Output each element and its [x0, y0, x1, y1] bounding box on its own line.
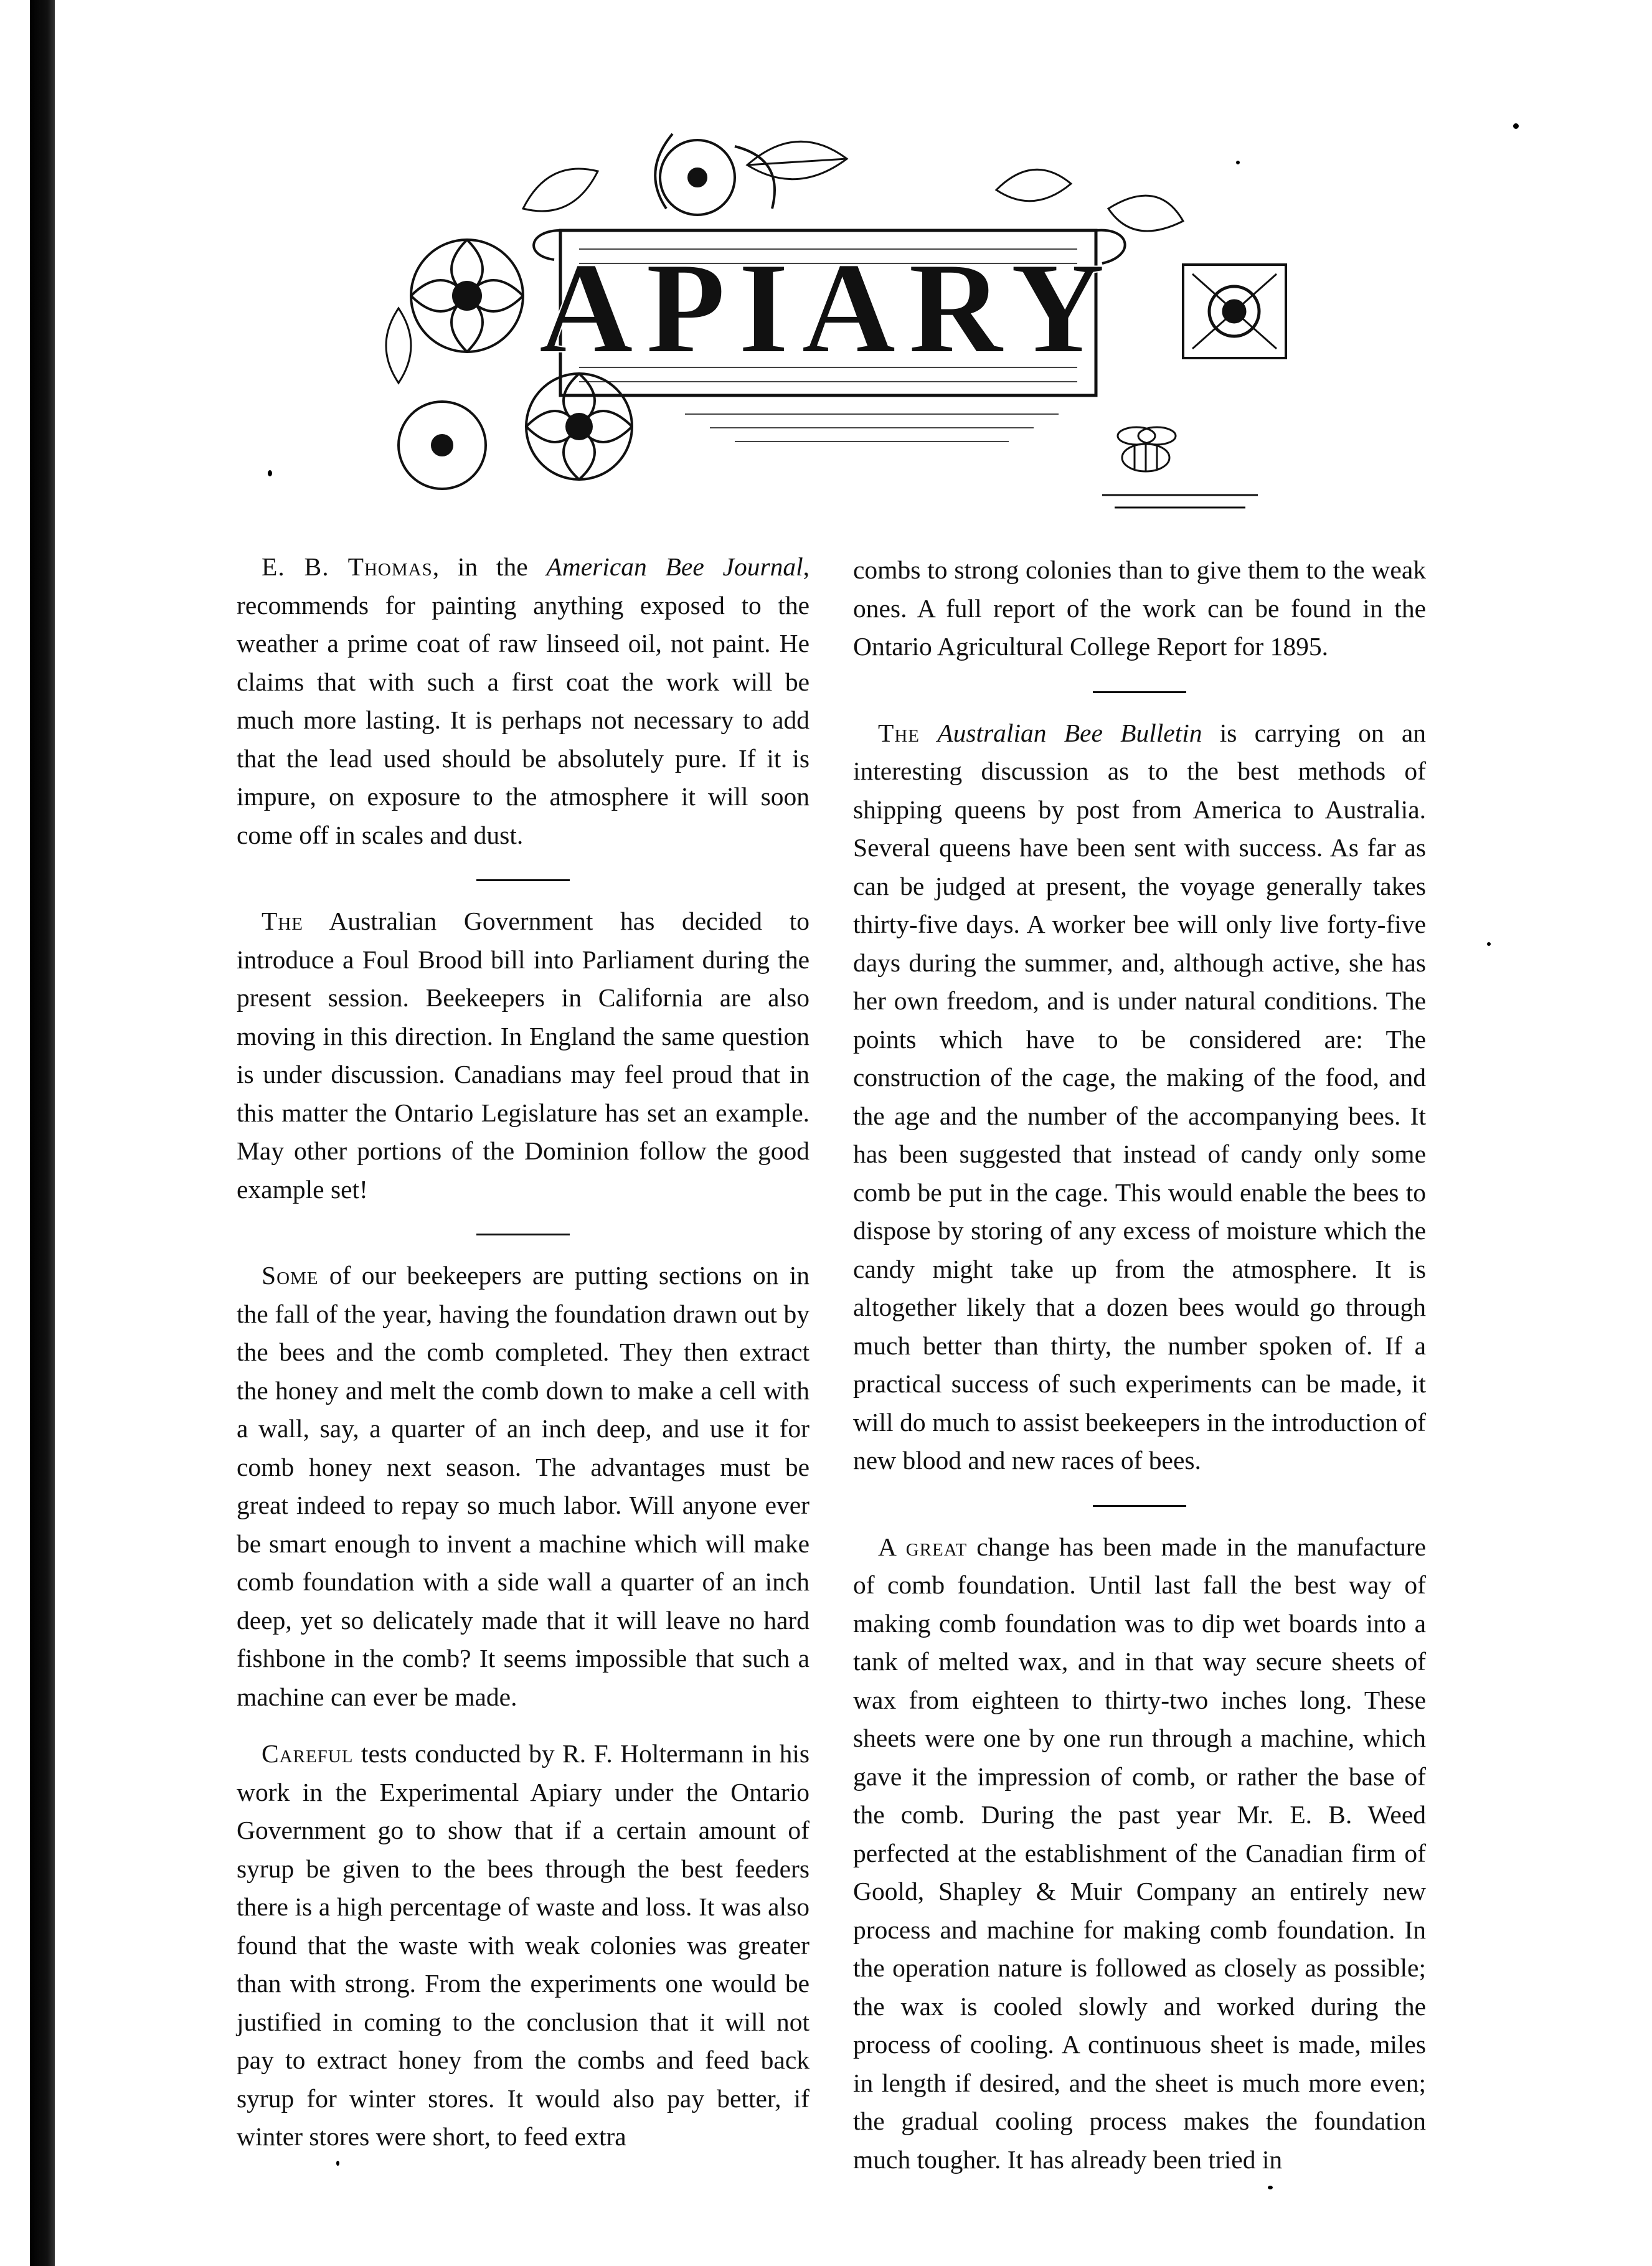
speck	[336, 2161, 339, 2166]
paragraph-sections	[237, 1257, 809, 1716]
paragraph-foul-brood	[237, 902, 809, 1209]
section-separator	[1093, 691, 1186, 693]
speck	[1487, 942, 1491, 946]
right-column	[853, 551, 1426, 2179]
paragraph-comb-foundation	[853, 1528, 1426, 2179]
lead-in: Careful	[262, 1739, 354, 1768]
section-separator	[476, 1234, 570, 1235]
paragraph-tests	[237, 1735, 809, 2156]
lead-in: Some	[262, 1261, 319, 1290]
paragraph-text: , recommends for painting anything exposed to the weather a prime coat of raw linseed oil, not paint. He claims that with such a first coat the work will be much more lasting. It is perhaps not necessary to add that the lead used should be absolutely pure. If it is impure, on exposure to the atmosphere it will soon come off in scales and dust.	[237, 552, 809, 849]
left-column	[237, 548, 809, 2156]
page-spine-edge	[30, 0, 55, 2266]
source-title: Australian Bee Bulletin	[937, 718, 1202, 747]
paragraph-text: is carrying on an interesting discussion as to the best methods of shipping queens by post from America to Australia. Several queens have been sent with success. As far as can be judged at present, the voyage generally takes thirty-five days. A worker bee will only live forty-five days during the summer, and, although active, she has her own freedom, and is under natural conditions. The points which have to be considered are: The construction of the cage, the making of the food, and the age and the number of the accompanying bees. It has been suggested that instead of candy only some comb be put in the cage. This would enable the bees to dispose by storing of any excess of moisture which the candy might take up from the atmosphere. It is altogether likely that a dozen bees would go through much better than thirty, the number spoken of. If a practical success of such experiments can be made, it will do much to assist beekeepers in the introduction of new blood and new races of bees.	[853, 718, 1427, 1475]
paragraph-text: tests conducted by R. F. Holtermann in his work in the Experimental Apiary under the Ontario Government go to show that if a certain amount of syrup be given to the bees through the best feeders there is a high percentage of waste and loss. It was also found that the waste with weak colonies was greater than with strong. From the experiments one would be justified in coming to the conclusion that it will not pay to extract honey from the combs and feed back syrup for winter stores. It would also pay better, if winter stores were short, to feed extra	[237, 1739, 809, 2151]
header-title: APIARY	[539, 236, 1118, 380]
lead-in: E. B. Thomas	[262, 552, 433, 581]
paragraph-australian-bulletin	[853, 714, 1426, 1480]
speck	[268, 470, 272, 476]
section-separator	[1093, 1505, 1186, 1507]
paragraph-continuation: combs to strong colonies than to give them to the weak ones. A full report of the work can be found in the Ontario Agricultural College Report for 1895.	[853, 555, 1426, 661]
paragraph-thomas	[237, 548, 809, 854]
speck	[1268, 2186, 1273, 2189]
source-title: American Bee Journal	[546, 552, 803, 581]
paragraph-text: change has been made in the manufacture of comb foundation. Until last fall the best way of making comb foundation was to dip wet boards into a tank of melted wax, and in that way secure sheets of wax from eighteen to thirty-two inches long. These sheets were one by one run through a machine, which gave it the impression of comb, or rather the base of the comb. During the past year Mr. E. B. Weed perfected at the establishment of the Canadian firm of Goold, Shapley & Muir Company an entirely new process and machine for making comb foundation. In the operation nature is followed as closely as possible; the wax is cooled slowly and worked during the process of cooling. A continuous sheet is made, miles in length if desired, and the sheet is much more even; the gradual cooling process makes the foundation much tougher. It has already been tried in	[853, 1532, 1426, 2174]
lead-in: The	[262, 907, 304, 935]
paragraph-text: of our beekeepers are putting sections on in the fall of the year, having the foundation drawn out by the bees and the comb completed. They then extract the honey and melt the comb down to make a cell with a wall, say, a quarter of an inch deep, and use it for comb honey next season. The advantages must be great indeed to repay so much labor. Will anyone ever be smart enough to invent a machine which will make comb foundation with a side wall a quarter of an inch deep, yet so delicately made that it will leave no hard fishbone in the comb? It seems impossible that such a machine can ever be made.	[237, 1261, 809, 1711]
lead-in: The	[878, 718, 920, 747]
speck	[1513, 123, 1519, 129]
apiary-header-illustration	[374, 121, 1295, 526]
lead-in: A great	[878, 1532, 968, 1561]
section-separator	[476, 879, 570, 881]
paragraph-text: Australian Government has decided to introduce a Foul Brood bill into Parliament during the present session. Beekeepers in California are also moving in this direction. In England the same question is under discussion. Canadians may feel proud that in this matter the Ontario Legislature has set an example. May other portions of the Dominion follow the good example set!	[237, 907, 809, 1204]
paragraph-text: , in the	[432, 552, 547, 581]
